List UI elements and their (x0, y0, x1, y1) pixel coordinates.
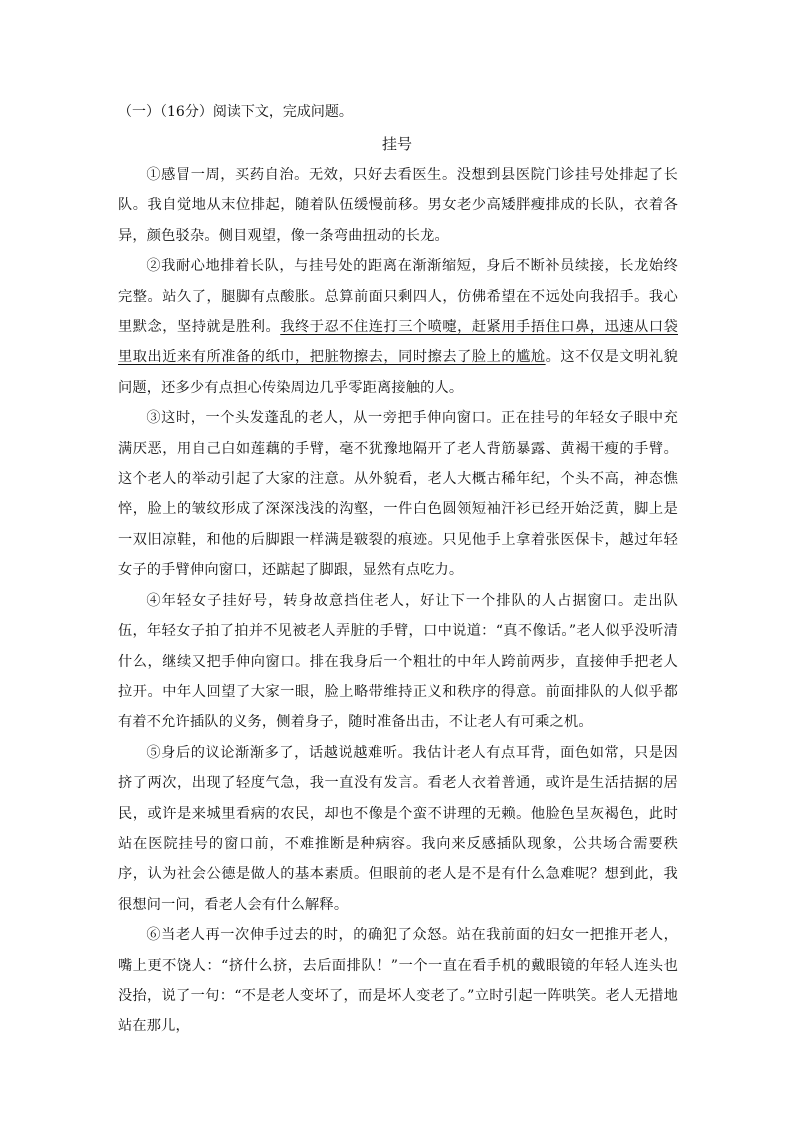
paragraph-2-before: ②我耐心地排着长队，与挂号处的距离在渐渐缩短，身后不断补员续接，长龙始终完整。站久了，腿脚有点酸胀。总算前面只剩四人，仿佛希望在不远处向我招手。我心里默念，坚持就是胜利。 (118, 258, 678, 336)
article-title: 挂号 (381, 135, 412, 153)
section-heading: （一）（16分）阅读下文，完成问题。 (118, 104, 353, 120)
paragraph-6: ⑥当老人再一次伸手过去的时，的确犯了众怒。站在我前面的妇女一把推开老人，嘴上更不饶人：“挤什么挤，去后面排队！”一个一直在看手机的戴眼镜的年轻人连头也没抬，说了一句：“不是老人变坏了，而是坏人变老了。”立时引起一阵哄笑。老人无措地站在那儿， (118, 927, 678, 1035)
article-body (118, 160, 678, 1042)
paragraph-4: ④年轻女子挂好号，转身故意挡住老人，好让下一个排队的人占据窗口。走出队伍，年轻女子拍了拍并不见被老人弄脏的手臂，口中说道：“真不像话。”老人似乎没听清什么，继续又把手伸向窗口。排在我身后一个粗壮的中年人跨前两步，直接伸手把老人拉开。中年人回望了大家一眼，脸上略带维持正义和秩序的得意。前面排队的人似乎都有着不允许插队的义务，侧着身子，随时准备出击，不让老人有可乘之机。 (118, 592, 678, 731)
paragraph-3: ③这时，一个头发蓬乱的老人，从一旁把手伸向窗口。正在挂号的年轻女子眼中充满厌恶，用自己白如莲藕的手臂，毫不犹豫地隔开了老人背筋暴露、黄褐干瘦的手臂。这个老人的举动引起了大家的注意。从外貌看，老人大概古稀年纪，个头不高，神态憔悴，脸上的皱纹形成了深深浅浅的沟壑，一件白色圆领短袖汗衫已经开始泛黄，脚上是一双旧凉鞋，和他的后脚跟一样满是皲裂的痕迹。只见他手上拿着张医保卡，越过年轻女子的手臂伸向窗口，还踮起了脚跟，显然有点吃力。 (118, 410, 678, 579)
underlined-sentence: 我终于忍不住连打三个喷嚏，赶紧用手捂住口鼻，迅速从口袋里取出近来有所准备的纸巾，把脏物擦去，同时擦去了脸上的尴尬 (118, 319, 679, 366)
paragraph-1: ①感冒一周，买药自治。无效，只好去看医生。没想到县医院门诊挂号处排起了长队。我自觉地从末位排起，随着队伍缓慢前移。男女老少高矮胖瘦排成的长队，衣着各异，颜色驳杂。侧目观望，像一条弯曲扭动的长龙。 (118, 167, 678, 244)
paragraph-2 (118, 251, 678, 403)
paragraph-2-after: 。这不仅是文明礼貌问题，还多少有点担心传染周边几乎零距离接触的人。 (118, 349, 678, 396)
paragraph-5: ⑤身后的议论渐渐多了，话越说越难听。我估计老人有点耳背，面色如常，只是因挤了两次，出现了轻度气急，我一直没有发言。看老人衣着普通，或许是生活拮据的居民，或许是来城里看病的农民，却也不像是个蛮不讲理的无赖。他脸色呈灰褐色，此时站在医院挂号的窗口前，不难推断是种病容。我向来反感插队现象，公共场合需要秩序，认为社会公德是做人的基本素质。但眼前的老人是不是有什么急难呢？想到此，我很想问一问，看老人会有什么解释。 (118, 744, 678, 913)
